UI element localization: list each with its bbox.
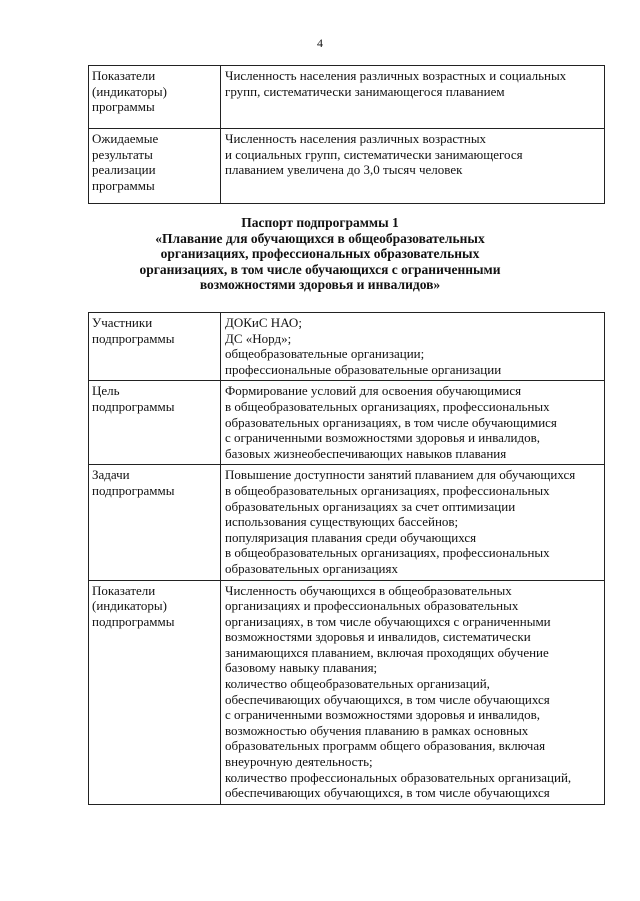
heading-line: организациях, в том числе обучающихся с ограниченными <box>139 261 501 277</box>
row-value-cell <box>221 129 605 204</box>
value-line: базовому навыку плавания; <box>225 660 378 676</box>
value-line: и социальных групп, систематически занимающегося <box>225 146 523 162</box>
table-row <box>89 580 605 804</box>
label-line: (индикаторы) <box>92 83 167 99</box>
label-line: программы <box>92 99 155 115</box>
row-label-cell <box>89 381 221 465</box>
subprogram-passport-table <box>88 312 605 805</box>
value-line: возможностью обучения плаванию в рамках основных <box>225 722 529 738</box>
row-value-cell <box>221 381 605 465</box>
label-line: подпрограммы <box>92 613 175 629</box>
table-row <box>89 313 605 381</box>
value-line: плаванием увеличена до 3,0 тысяч человек <box>225 162 463 178</box>
value-line: обеспечивающих обучающихся, в том числе обучающихся <box>225 785 550 801</box>
value-line: Формирование условий для освоения обучающимися <box>225 383 522 399</box>
row-value-cell <box>221 313 605 381</box>
row-value-cell <box>221 66 605 129</box>
table-row <box>89 381 605 465</box>
value-line: организациях и профессиональных образовательных <box>225 598 519 614</box>
value-line: возможностями здоровья и инвалидов, систематически <box>225 629 531 645</box>
row-label-cell <box>89 465 221 580</box>
value-line: профессиональные образовательные организации <box>225 361 502 377</box>
value-line: Численность населения различных возрастных <box>225 131 487 146</box>
value-line: популяризация плавания среди обучающихся <box>225 529 477 545</box>
value-line: организациях, в том числе обучающихся с ограниченными <box>225 613 551 629</box>
table-row <box>89 66 605 129</box>
label-line: Участники <box>92 315 153 330</box>
label-line: (индикаторы) <box>92 598 167 614</box>
value-line: в общеобразовательных организациях, профессиональных <box>225 482 550 498</box>
value-line: в общеобразовательных организациях, профессиональных <box>225 545 550 561</box>
value-line: базовых жизнеобеспечивающих навыков плавания <box>225 445 507 461</box>
label-line: Цель <box>92 383 120 399</box>
label-line: подпрограммы <box>92 398 175 414</box>
label-line: подпрограммы <box>92 482 175 498</box>
value-line: ДС «Норд»; <box>225 330 292 346</box>
value-line: образовательных программ общего образования, включая <box>225 738 546 754</box>
label-line: Показатели <box>92 582 156 598</box>
table-row <box>89 465 605 580</box>
value-line: количество общеобразовательных организаций, <box>225 676 490 692</box>
value-line: обеспечивающих обучающихся, в том числе обучающихся <box>225 691 550 707</box>
value-line: образовательных организациях за счет оптимизации <box>225 498 516 514</box>
heading-line: «Плавание для обучающихся в общеобразовательных <box>155 230 485 246</box>
label-line: Задачи <box>92 467 130 483</box>
row-value-cell <box>221 580 605 804</box>
value-line: образовательных организациях, в том числе обучающимися <box>225 414 557 430</box>
label-line: подпрограммы <box>92 330 175 346</box>
value-line: внеурочную деятельность; <box>225 754 373 770</box>
row-label-cell <box>89 580 221 804</box>
row-value-cell <box>221 465 605 580</box>
row-label-cell <box>89 66 221 129</box>
heading-line: организациях, профессиональных образовательных <box>160 246 480 262</box>
label-line: Показатели <box>92 68 156 83</box>
program-indicators-table <box>88 65 605 204</box>
value-line: использования существующих бассейнов; <box>225 514 459 530</box>
heading-line: возможностями здоровья и инвалидов» <box>199 277 441 293</box>
value-line: ДОКиС НАО; <box>225 315 302 330</box>
subprogram-heading <box>0 215 640 293</box>
value-line: общеобразовательные организации; <box>225 346 425 362</box>
value-line: групп, систематически занимающегося плаванием <box>225 83 505 99</box>
label-line: результаты <box>92 146 153 162</box>
value-line: Численность обучающихся в общеобразовательных <box>225 582 512 598</box>
value-line: в общеобразовательных организациях, профессиональных <box>225 398 550 414</box>
label-line: программы <box>92 177 155 193</box>
value-line: Численность населения различных возрастных и социальных <box>225 68 567 83</box>
value-line: с ограниченными возможностями здоровья и инвалидов, <box>225 707 541 723</box>
row-label-cell <box>89 313 221 381</box>
value-line: Повышение доступности занятий плаванием для обучающихся <box>225 467 576 483</box>
label-line: Ожидаемые <box>92 131 159 146</box>
value-line: с ограниченными возможностями здоровья и инвалидов, <box>225 430 541 446</box>
row-label-cell <box>89 129 221 204</box>
value-line: количество профессиональных образовательных организаций, <box>225 769 572 785</box>
page-number: 4 <box>317 36 323 50</box>
value-line: занимающихся плаванием, включая проходящих обучение <box>225 644 549 660</box>
value-line: образовательных организациях <box>225 560 398 576</box>
table-row <box>89 129 605 204</box>
label-line: реализации <box>92 162 156 178</box>
heading-line: Паспорт подпрограммы 1 <box>241 215 399 230</box>
